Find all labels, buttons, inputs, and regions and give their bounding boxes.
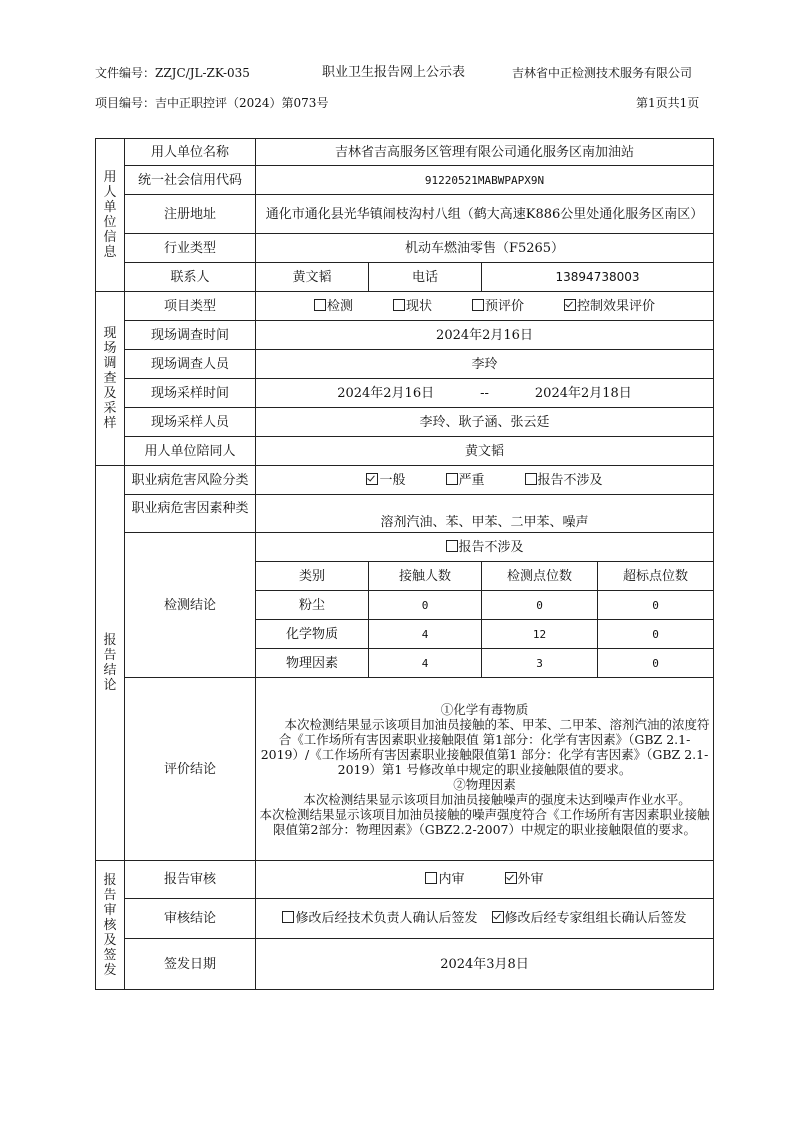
option-detection[interactable]: 检测 (314, 299, 353, 314)
contact-label: 联系人 (125, 263, 256, 292)
sampling-staff: 李玲、耿子涵、张云廷 (256, 408, 714, 437)
option-expert-lead[interactable]: 修改后经专家组组长确认后签发 (492, 911, 687, 926)
row-category: 化学物质 (256, 620, 369, 649)
eval-phys-text-1: 本次检测结果显示该项目加油员接触噪声的强度未达到噪声作业水平。 (303, 791, 691, 807)
row-category: 物理因素 (256, 649, 369, 678)
escort: 黄文韬 (256, 437, 714, 466)
detect-na-option[interactable]: 报告不涉及 (256, 533, 714, 562)
row-over: 0 (598, 649, 714, 678)
row-exposed: 4 (369, 620, 482, 649)
checkbox-icon[interactable] (425, 872, 437, 884)
checkbox-icon[interactable] (472, 299, 484, 311)
project-number: 项目编号：吉中正职控评（2024）第073号 (95, 96, 329, 110)
issue-date-label: 签发日期 (125, 939, 256, 990)
checked-checkbox-icon[interactable] (366, 473, 378, 485)
sampling-separator: -- (480, 385, 489, 401)
option-general[interactable]: 一般 (366, 473, 405, 488)
row-points: 3 (482, 649, 598, 678)
project-type-options (256, 292, 714, 321)
result-label: 审核结论 (125, 899, 256, 939)
section-conclusion: 报告结论 (96, 466, 125, 861)
checkbox-icon[interactable] (393, 299, 405, 311)
col-header-exposed: 接触人数 (369, 562, 482, 591)
eval-phys-title: ②物理因素 (453, 776, 516, 792)
eval-chem-title: ①化学有毒物质 (440, 701, 529, 717)
row-category: 粉尘 (256, 591, 369, 620)
sampling-end: 2024年2月18日 (534, 385, 632, 401)
row-over: 0 (598, 620, 714, 649)
sampling-staff-label: 现场采样人员 (125, 408, 256, 437)
contact: 黄文韬 (256, 263, 369, 292)
option-tech-lead[interactable]: 修改后经技术负责人确认后签发 (282, 911, 477, 926)
credit-code: 91220521MABWPAPX9N (256, 166, 714, 195)
checked-checkbox-icon[interactable] (564, 299, 576, 311)
checked-checkbox-icon[interactable] (492, 911, 504, 923)
col-header-category: 类别 (256, 562, 369, 591)
checkbox-icon[interactable] (282, 911, 294, 923)
survey-staff-label: 现场调查人员 (125, 350, 256, 379)
employer-name: 吉林省吉高服务区管理有限公司通化服务区南加油站 (256, 139, 714, 166)
section-review: 报告审核及签发 (96, 861, 125, 990)
credit-code-label: 统一社会信用代码 (125, 166, 256, 195)
factors-label: 职业病危害因素种类 (125, 495, 256, 533)
company-name: 吉林省中正检测技术服务有限公司 (512, 66, 693, 80)
option-internal-audit[interactable]: 内审 (425, 872, 464, 887)
phone-label: 电话 (369, 263, 482, 292)
project-type-label: 项目类型 (125, 292, 256, 321)
checkbox-icon[interactable] (446, 473, 458, 485)
phone: 13894738003 (482, 263, 714, 292)
checkbox-icon[interactable] (314, 299, 326, 311)
issue-date: 2024年3月8日 (256, 939, 714, 990)
checkbox-icon[interactable] (446, 540, 458, 552)
row-exposed: 4 (369, 649, 482, 678)
eval-chem-text: 本次检测结果显示该项目加油员接触的苯、甲苯、二甲苯、溶剂汽油的浓度符合《工作场所有害因素职业接触限值 第1部分：化学有害因素》（GBZ 2.1-2019）/《工作场所有害因素职业接触限值第1 部分：化学有害因素》（GBZ 2.1-2019）第1 号修改单中规定的职业接触限值的要求。 (260, 716, 710, 777)
disclosure-table (95, 138, 714, 990)
eval-phys-text-2: 本次检测结果显示该项目加油员接触的噪声强度符合《工作场所有害因素职业接触限值第2部分：物理因素》（GBZ2.2-2007）中规定的职业接触限值的要求。 (259, 806, 710, 837)
checked-checkbox-icon[interactable] (505, 872, 517, 884)
industry: 机动车燃油零售（F5265） (256, 234, 714, 263)
eval-label: 评价结论 (125, 678, 256, 861)
row-over: 0 (598, 591, 714, 620)
survey-time: 2024年2月16日 (256, 321, 714, 350)
section-site: 现场调查及采样 (96, 292, 125, 466)
factors: 溶剂汽油、苯、甲苯、二甲苯、噪声 (256, 495, 714, 533)
col-header-points: 检测点位数 (482, 562, 598, 591)
audit-label: 报告审核 (125, 861, 256, 899)
option-control-effect[interactable]: 控制效果评价 (564, 299, 655, 314)
document-title: 职业卫生报告网上公示表 (322, 65, 466, 80)
address: 通化市通化县光华镇闹枝沟村八组（鹤大高速K886公里处通化服务区南区） (256, 195, 714, 234)
eval-text (256, 678, 714, 861)
sampling-start: 2024年2月16日 (337, 385, 435, 401)
address-label: 注册地址 (125, 195, 256, 234)
col-header-over: 超标点位数 (598, 562, 714, 591)
survey-time-label: 现场调查时间 (125, 321, 256, 350)
option-status[interactable]: 现状 (393, 299, 432, 314)
risk-label: 职业病危害风险分类 (125, 466, 256, 495)
checkbox-icon[interactable] (525, 473, 537, 485)
row-points: 12 (482, 620, 598, 649)
row-points: 0 (482, 591, 598, 620)
industry-label: 行业类型 (125, 234, 256, 263)
risk-options (256, 466, 714, 495)
option-serious[interactable]: 严重 (446, 473, 485, 488)
file-number: 文件编号：ZZJC/JL-ZK-035 (95, 66, 250, 80)
option-pre-evaluation[interactable]: 预评价 (472, 299, 524, 314)
escort-label: 用人单位陪同人 (125, 437, 256, 466)
audit-options (256, 861, 714, 899)
sampling-time (256, 379, 714, 408)
option-not-involved[interactable]: 报告不涉及 (525, 473, 603, 488)
survey-staff: 李玲 (256, 350, 714, 379)
page-indicator: 第1页共1页 (636, 96, 700, 110)
result-options (256, 899, 714, 939)
employer-name-label: 用人单位名称 (125, 139, 256, 166)
row-exposed: 0 (369, 591, 482, 620)
section-employer: 用人单位信息 (96, 139, 125, 292)
option-external-audit[interactable]: 外审 (505, 872, 544, 887)
sampling-time-label: 现场采样时间 (125, 379, 256, 408)
detect-label: 检测结论 (125, 533, 256, 678)
